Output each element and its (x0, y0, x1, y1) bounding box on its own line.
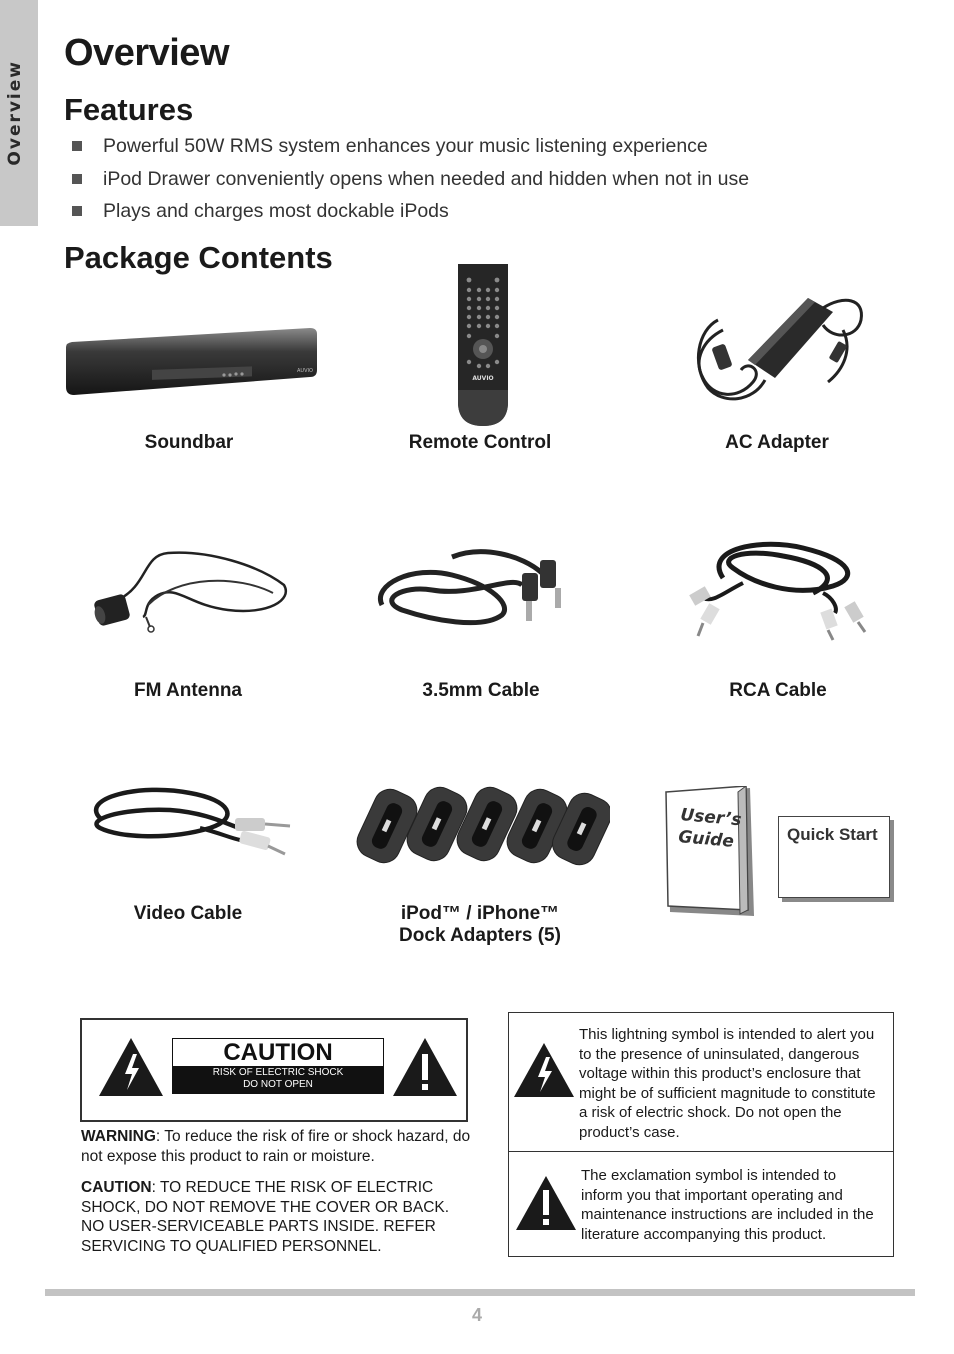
caution-label-box (172, 1038, 384, 1094)
cable-3-5mm-image (372, 545, 572, 635)
bullet-square-icon (72, 206, 82, 216)
exclamation-symbol-box (508, 1151, 894, 1257)
label-video-cable: Video Cable (133, 903, 243, 924)
fm-antenna-image (88, 545, 290, 635)
caution-line2: DO NOT OPEN (243, 1079, 313, 1090)
quick-start-card (778, 816, 890, 898)
feature-item: iPod Drawer conveniently opens when needed and hidden when not in use (72, 167, 749, 200)
label-rca-cable: RCA Cable (729, 680, 827, 701)
side-tab-label: Overview (5, 60, 25, 166)
dock-adapters-image (355, 780, 610, 870)
soundbar-brand: AUVIO (297, 368, 313, 374)
label-dock-adapters (380, 903, 580, 947)
remote-brand: AUVIO (472, 375, 494, 382)
section-side-tab (0, 0, 38, 226)
lightning-symbol-icon (512, 1041, 576, 1099)
exclamation-symbol-text: The exclamation symbol is intended to inform you that important operating and maintenance instructions are included in the literature accompanying this product. (581, 1167, 874, 1243)
users-guide-booklet (662, 786, 758, 922)
caution-text (81, 1178, 476, 1256)
soundbar-image (62, 325, 320, 400)
feature-item: Plays and charges most dockable iPods (72, 199, 749, 232)
caution-box (80, 1018, 468, 1122)
remote-control-image (456, 262, 510, 428)
quick-start-label: Quick Start (787, 825, 878, 844)
features-list (72, 134, 749, 232)
bullet-square-icon (72, 141, 82, 151)
package-contents-heading: Package Contents (64, 240, 333, 275)
lightning-symbol-text: This lightning symbol is intended to alert you to the presence of uninsulated, dangerous voltage within this product’s enclosure that might be of sufficient magnitude to constitute a risk of electric shock. Do not open the product’s case. (579, 1026, 876, 1141)
users-guide-line2: Guide (677, 827, 735, 852)
caution-subtext (173, 1066, 383, 1093)
label-fm-antenna: FM Antenna (133, 680, 242, 701)
warning-text (81, 1127, 481, 1166)
caution-title: CAUTION (223, 1039, 333, 1066)
page-title: Overview (64, 32, 229, 74)
label-remote-control: Remote Control (408, 432, 552, 453)
warning-body: : To reduce the risk of fire or shock hazard, do not expose this product to rain or moisture. (81, 1128, 471, 1165)
feature-item: Powerful 50W RMS system enhances your music listening experience (72, 134, 749, 167)
dock-label-line1: iPod™ / iPhone™ (400, 903, 560, 924)
lightning-warning-icon (97, 1036, 165, 1098)
lightning-symbol-box (508, 1012, 894, 1152)
label-soundbar: Soundbar (144, 432, 234, 453)
ac-adapter-image (693, 290, 871, 408)
label-3-5mm-cable: 3.5mm Cable (422, 680, 540, 701)
features-heading: Features (64, 92, 194, 127)
rca-cable-image (683, 538, 885, 643)
users-guide-line1: User’s (679, 805, 743, 831)
page-number: 4 (471, 1305, 482, 1325)
label-ac-adapter: AC Adapter (725, 432, 829, 453)
warning-label: WARNING (81, 1128, 156, 1145)
caution-line1: RISK OF ELECTRIC SHOCK (212, 1067, 344, 1078)
footer-rule (45, 1289, 915, 1296)
exclamation-warning-icon (391, 1036, 459, 1098)
dock-label-line2: Dock Adapters (5) (399, 925, 561, 946)
bullet-square-icon (72, 174, 82, 184)
caution-body: : TO REDUCE THE RISK OF ELECTRIC SHOCK, DO NOT REMOVE THE COVER OR BACK. NO USER-SERVICEABLE PARTS INSIDE. REFER SERVICING TO QUALIFIED PERSONNEL. (81, 1179, 450, 1255)
exclamation-symbol-icon (514, 1174, 578, 1232)
caution-text-label: CAUTION (81, 1179, 152, 1196)
video-cable-image (80, 778, 294, 866)
